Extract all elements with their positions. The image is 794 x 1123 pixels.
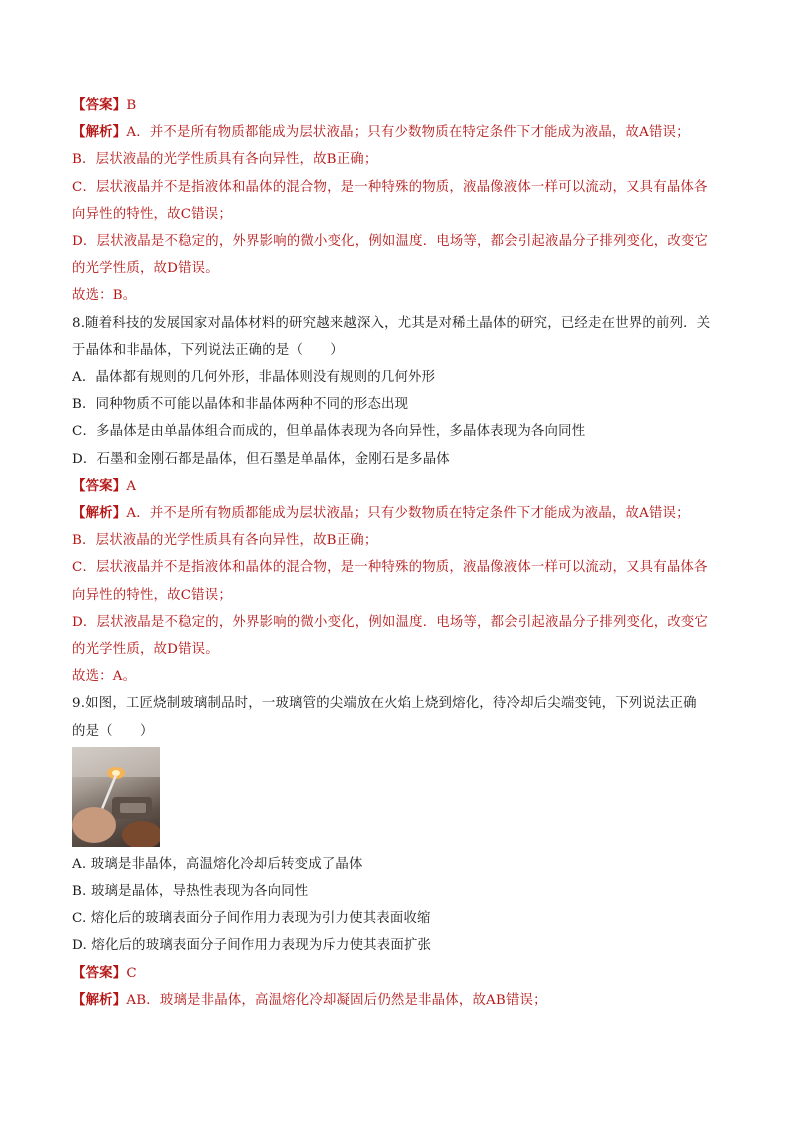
analysis-line: D．层状液晶是不稳定的，外界影响的微小变化，例如温度．电场等，都会引起液晶分子排列变化，改变它 <box>72 614 709 630</box>
analysis-line: 的光学性质，故D错误。 <box>72 261 219 277</box>
analysis-line: 向异性的特性，故C错误； <box>72 587 232 603</box>
analysis-line: C．层状液晶并不是指液体和晶体的混合物，是一种特殊的物质，液晶像液体一样可以流动，又具有晶体各 <box>72 560 708 576</box>
answer-tag: 【答案】 <box>72 97 127 113</box>
question-stem: 于晶体和非晶体，下列说法正确的是（ ） <box>72 342 344 358</box>
glassblowing-photo <box>72 747 160 847</box>
analysis-line: 向异性的特性，故C错误； <box>72 206 232 222</box>
analysis-tag: 【解析】 <box>72 124 127 141</box>
option-c: C. 熔化后的玻璃表面分子间作用力表现为引力使其表面收缩 <box>72 911 431 927</box>
option-a: A．晶体都有规则的几何外形，非晶体则没有规则的几何外形 <box>72 370 436 386</box>
analysis-line <box>72 119 732 146</box>
analysis-line: D．层状液晶是不稳定的，外界影响的微小变化，例如温度．电场等，都会引起液晶分子排列变化，改变它 <box>72 234 709 250</box>
option-a: A. 玻璃是非晶体，高温熔化冷却后转变成了晶体 <box>72 856 363 872</box>
answer-line <box>72 92 732 119</box>
analysis-tag: 【解析】 <box>72 991 127 1008</box>
answer-tag: 【答案】 <box>72 477 127 494</box>
question-stem: 8.随着科技的发展国家对晶体材料的研究越来越深入，尤其是对稀土晶体的研究，已经走在世界的前列．关 <box>72 315 711 331</box>
answer-value: C <box>126 965 137 981</box>
analysis-line: 的光学性质，故D错误。 <box>72 642 219 658</box>
analysis-text: A．并不是所有物质都能成为层状液晶；只有少数物质在特定条件下才能成为液晶，故A错误； <box>126 506 690 522</box>
conclusion-line: 故选：B。 <box>72 288 137 304</box>
analysis-line: C．层状液晶并不是指液体和晶体的混合物，是一种特殊的物质，液晶像液体一样可以流动，又具有晶体各 <box>72 179 708 195</box>
analysis-line <box>72 500 732 527</box>
glassblowing-photo-drawing <box>72 747 160 847</box>
option-d: D．石墨和金刚石都是晶体，但石墨是单晶体，金刚石是多晶体 <box>72 451 450 467</box>
option-b: B. 玻璃是晶体，导热性表现为各向同性 <box>72 884 309 900</box>
analysis-text: AB．玻璃是非晶体，高温熔化冷却凝固后仍然是非晶体，故AB错误； <box>126 992 547 1008</box>
answer-tag: 【答案】 <box>72 964 127 981</box>
analysis-line <box>72 987 732 1014</box>
analysis-text: A．并不是所有物质都能成为层状液晶；只有少数物质在特定条件下才能成为液晶，故A错误； <box>126 125 690 141</box>
option-c: C．多晶体是由单晶体组合而成的，但单晶体表现为各向异性，多晶体表现为各向同性 <box>72 424 586 440</box>
option-b: B．同种物质不可能以晶体和非晶体两种不同的形态出现 <box>72 397 409 413</box>
option-d: D. 熔化后的玻璃表面分子间作用力表现为斥力使其表面扩张 <box>72 938 432 954</box>
question-stem: 的是（ ） <box>72 723 154 739</box>
analysis-line: B．层状液晶的光学性质具有各向异性，故B正确； <box>72 533 378 549</box>
conclusion-line: 故选：A。 <box>72 669 137 685</box>
answer-line <box>72 960 732 987</box>
question-stem: 9.如图，工匠烧制玻璃制品时，一玻璃管的尖端放在火焰上烧到熔化，待冷却后尖端变钝，下列说法正确 <box>72 696 697 712</box>
analysis-line: B．层状液晶的光学性质具有各向异性，故B正确； <box>72 152 378 168</box>
answer-value: A <box>126 478 137 494</box>
answer-line <box>72 473 732 500</box>
answer-value: B <box>126 98 137 113</box>
document-page <box>72 92 732 1014</box>
analysis-tag: 【解析】 <box>72 505 127 522</box>
